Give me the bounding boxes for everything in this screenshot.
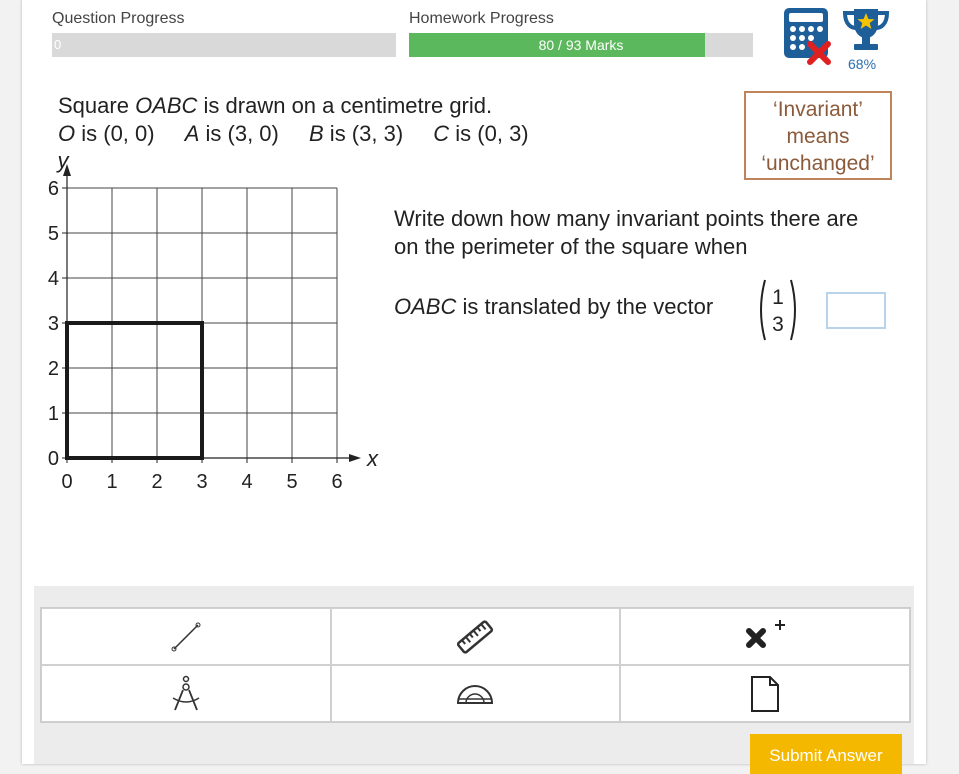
vector-top: 1 bbox=[772, 286, 784, 309]
x-tick-label: 4 bbox=[241, 471, 253, 493]
translate-emphasis: OABC bbox=[394, 294, 457, 319]
y-tick-label: 5 bbox=[47, 223, 59, 245]
hint-line: ‘Invariant’ bbox=[773, 98, 863, 121]
y-tick-label: 1 bbox=[47, 403, 59, 425]
question-text: Square bbox=[58, 93, 136, 118]
trophy-percent: 68% bbox=[848, 56, 877, 72]
y-tick-label: 4 bbox=[47, 268, 59, 290]
calculator-not-allowed-icon[interactable] bbox=[782, 6, 834, 66]
blank-page-icon bbox=[748, 674, 782, 714]
x-tick-label: 5 bbox=[286, 471, 298, 493]
translate-text bbox=[394, 294, 713, 320]
answer-input[interactable] bbox=[826, 292, 886, 329]
point-coord: is (3, 0) bbox=[199, 121, 279, 146]
vector-column bbox=[755, 276, 801, 344]
x-tick-label: 2 bbox=[151, 471, 163, 493]
prompt-line-2: on the perimeter of the square when bbox=[394, 234, 748, 259]
ruler-icon bbox=[455, 617, 495, 657]
tool-protractor[interactable] bbox=[331, 665, 621, 722]
y-tick-label: 0 bbox=[47, 448, 59, 470]
question-points bbox=[58, 121, 529, 147]
x-axis-arrow bbox=[349, 454, 361, 462]
point-name: C bbox=[433, 121, 450, 146]
tools-grid bbox=[40, 607, 911, 723]
homework-progress-bar bbox=[409, 33, 753, 57]
x-axis-label: x bbox=[367, 446, 378, 471]
tool-compass[interactable] bbox=[41, 665, 331, 722]
question-progress-bar bbox=[52, 33, 396, 57]
prompt-line-1: Write down how many invariant points there are bbox=[394, 206, 859, 231]
question-line-1 bbox=[58, 93, 492, 119]
coordinate-grid bbox=[42, 150, 382, 495]
square-oabc bbox=[67, 323, 202, 458]
tool-point[interactable] bbox=[620, 608, 910, 665]
question-progress-label: Question Progress bbox=[52, 10, 185, 27]
translate-label: is translated by the vector bbox=[456, 294, 714, 319]
compass-icon bbox=[169, 674, 203, 714]
y-tick-label: 6 bbox=[47, 178, 59, 200]
hint-line: means bbox=[786, 125, 850, 148]
hint-line: ‘unchanged’ bbox=[761, 152, 875, 175]
question-progress-value: 0 bbox=[54, 37, 62, 52]
point-name: O bbox=[58, 121, 76, 146]
y-axis-label: y bbox=[57, 150, 69, 173]
homework-progress-text: 80 / 93 Marks bbox=[538, 37, 624, 53]
question-emphasis: OABC bbox=[135, 93, 198, 118]
x-tick-label: 3 bbox=[196, 471, 208, 493]
line-tool-icon bbox=[169, 620, 203, 654]
x-tick-label: 0 bbox=[61, 471, 73, 493]
homework-progress-label: Homework Progress bbox=[409, 10, 554, 27]
x-tick-label: 6 bbox=[331, 471, 343, 493]
point-coord: is (0, 0) bbox=[75, 121, 155, 146]
trophy-icon bbox=[840, 5, 892, 53]
hint-box bbox=[744, 91, 892, 180]
tool-line[interactable] bbox=[41, 608, 331, 665]
point-coord: is (3, 3) bbox=[323, 121, 404, 146]
point-tool-icon bbox=[741, 617, 789, 657]
submit-answer-button[interactable]: Submit Answer bbox=[750, 734, 902, 774]
vector-bottom: 3 bbox=[772, 313, 784, 336]
point-name: B bbox=[309, 121, 324, 146]
question-text: is drawn on a centimetre grid. bbox=[197, 93, 493, 118]
protractor-icon bbox=[455, 677, 495, 711]
page bbox=[22, 0, 926, 764]
tool-ruler[interactable] bbox=[331, 608, 621, 665]
x-tick-label: 1 bbox=[106, 471, 118, 493]
y-tick-label: 3 bbox=[47, 313, 59, 335]
y-tick-label: 2 bbox=[47, 358, 59, 380]
point-coord: is (0, 3) bbox=[449, 121, 529, 146]
point-name: A bbox=[184, 121, 200, 146]
tool-blank-page[interactable] bbox=[620, 665, 910, 722]
